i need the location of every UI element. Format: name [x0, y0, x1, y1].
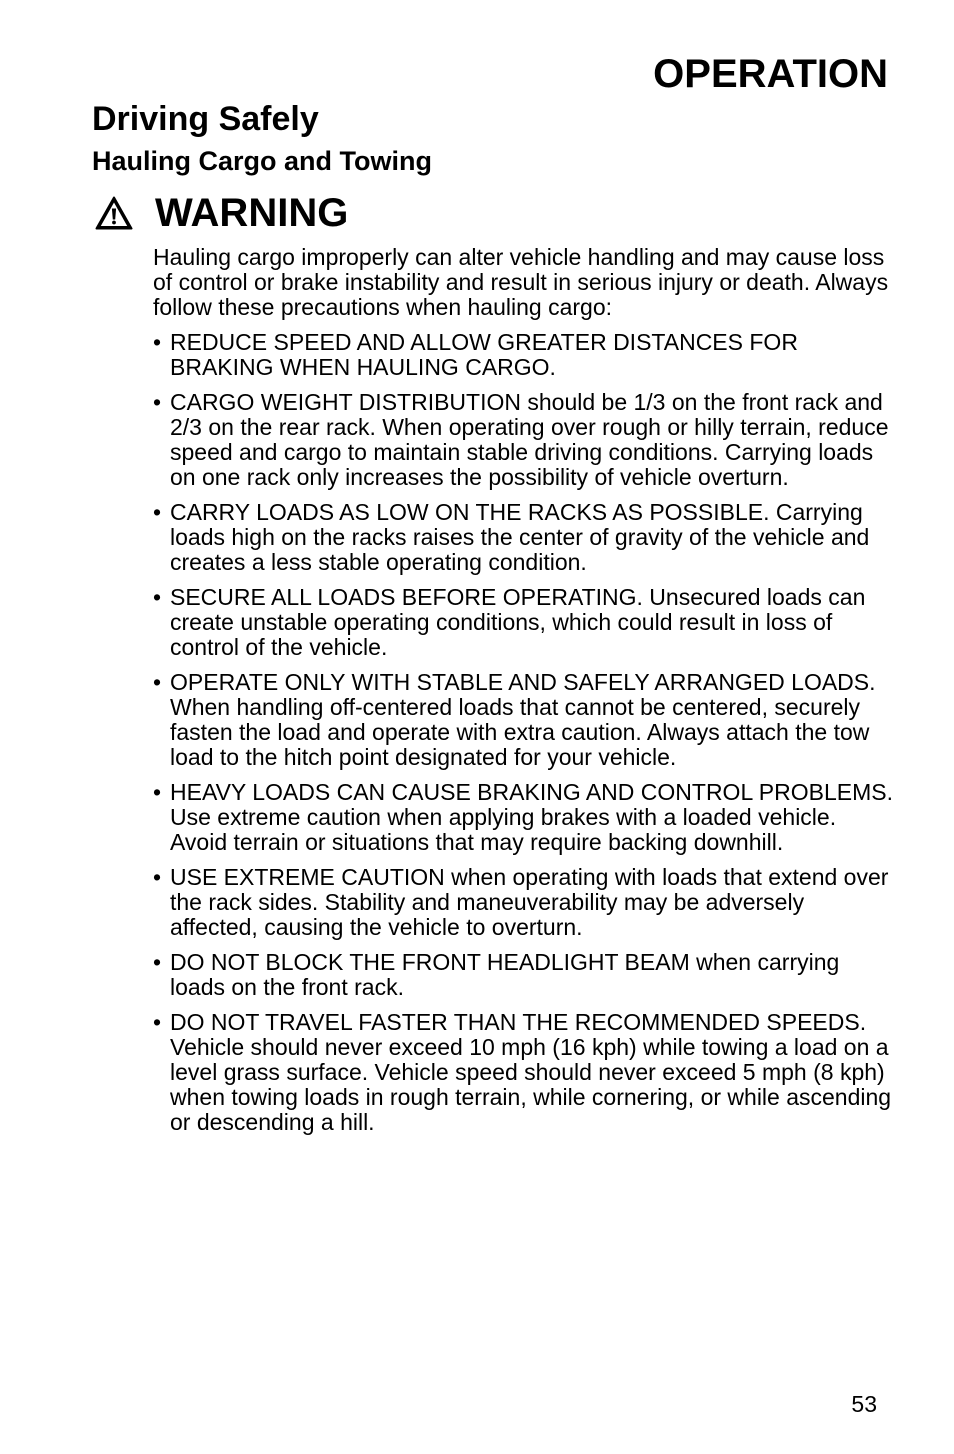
bullet-glyph: • — [153, 669, 162, 695]
bullet-glyph: • — [153, 864, 162, 890]
warning-header — [95, 193, 348, 233]
list-item — [153, 1010, 893, 1135]
bullet-glyph: • — [153, 584, 162, 610]
heading-hauling-cargo: Hauling Cargo and Towing — [92, 146, 432, 176]
precaution-list — [153, 330, 893, 1135]
list-item — [153, 670, 893, 770]
heading-driving-safely: Driving Safely — [92, 100, 319, 138]
list-item — [153, 500, 893, 575]
list-item — [153, 950, 893, 1000]
bullet-glyph: • — [153, 779, 162, 805]
list-item — [153, 780, 893, 855]
warning-triangle-icon — [95, 196, 133, 230]
list-item-text: DO NOT BLOCK THE FRONT HEADLIGHT BEAM when carrying loads on the front rack. — [170, 949, 840, 1000]
bullet-glyph: • — [153, 949, 162, 975]
page-number: 53 — [851, 1391, 877, 1417]
list-item-text: HEAVY LOADS CAN CAUSE BRAKING AND CONTROL PROBLEMS. Use extreme caution when applying brakes with a loaded vehicle. Avoid terrain or situations that may require backing downhill. — [170, 779, 893, 855]
warning-body — [153, 245, 893, 1145]
list-item — [153, 390, 893, 490]
list-item — [153, 330, 893, 380]
bullet-glyph: • — [153, 499, 162, 525]
list-item-text: OPERATE ONLY WITH STABLE AND SAFELY ARRANGED LOADS. When handling off-centered loads that cannot be centered, securely fasten the load and operate with extra caution. Always attach the tow load to the hitch point designated for your vehicle. — [170, 669, 876, 770]
list-item-text: CARRY LOADS AS LOW ON THE RACKS AS POSSIBLE. Carrying loads high on the racks raises the center of gravity of the vehicle and creates a less stable operating condition. — [170, 499, 870, 575]
list-item — [153, 865, 893, 940]
list-item-text: DO NOT TRAVEL FASTER THAN THE RECOMMENDED SPEEDS. Vehicle should never exceed 10 mph (16 kph) while towing a load on a level grass surface. Vehicle speed should never exceed 5 mph (8 kph) when towing loads in rough terrain, while cornering, or while ascending or descending a hill. — [170, 1009, 892, 1135]
list-item-text: CARGO WEIGHT DISTRIBUTION should be 1/3 on the front rack and 2/3 on the rear rack. When operating over rough or hilly terrain, reduce speed and cargo to maintain stable driving conditions. Carrying loads on one rack only increases the possibility of vehicle overturn. — [170, 389, 889, 490]
bullet-glyph: • — [153, 329, 162, 355]
warning-title: WARNING — [155, 191, 349, 235]
bullet-glyph: • — [153, 1009, 162, 1035]
bullet-glyph: • — [153, 389, 162, 415]
list-item-text: USE EXTREME CAUTION when operating with loads that extend over the rack sides. Stability and maneuverability may be adversely affected, causing the vehicle to overturn. — [170, 864, 889, 940]
section-header: OPERATION — [653, 52, 888, 96]
list-item — [153, 585, 893, 660]
warning-intro: Hauling cargo improperly can alter vehicle handling and may cause loss of control or brake instability and result in serious injury or death. Always follow these precautions when hauling cargo: — [153, 244, 889, 320]
list-item-text: SECURE ALL LOADS BEFORE OPERATING. Unsecured loads can create unstable operating conditions, which could result in loss of control of the vehicle. — [170, 584, 866, 660]
list-item-text: REDUCE SPEED AND ALLOW GREATER DISTANCES FOR BRAKING WHEN HAULING CARGO. — [170, 329, 798, 380]
